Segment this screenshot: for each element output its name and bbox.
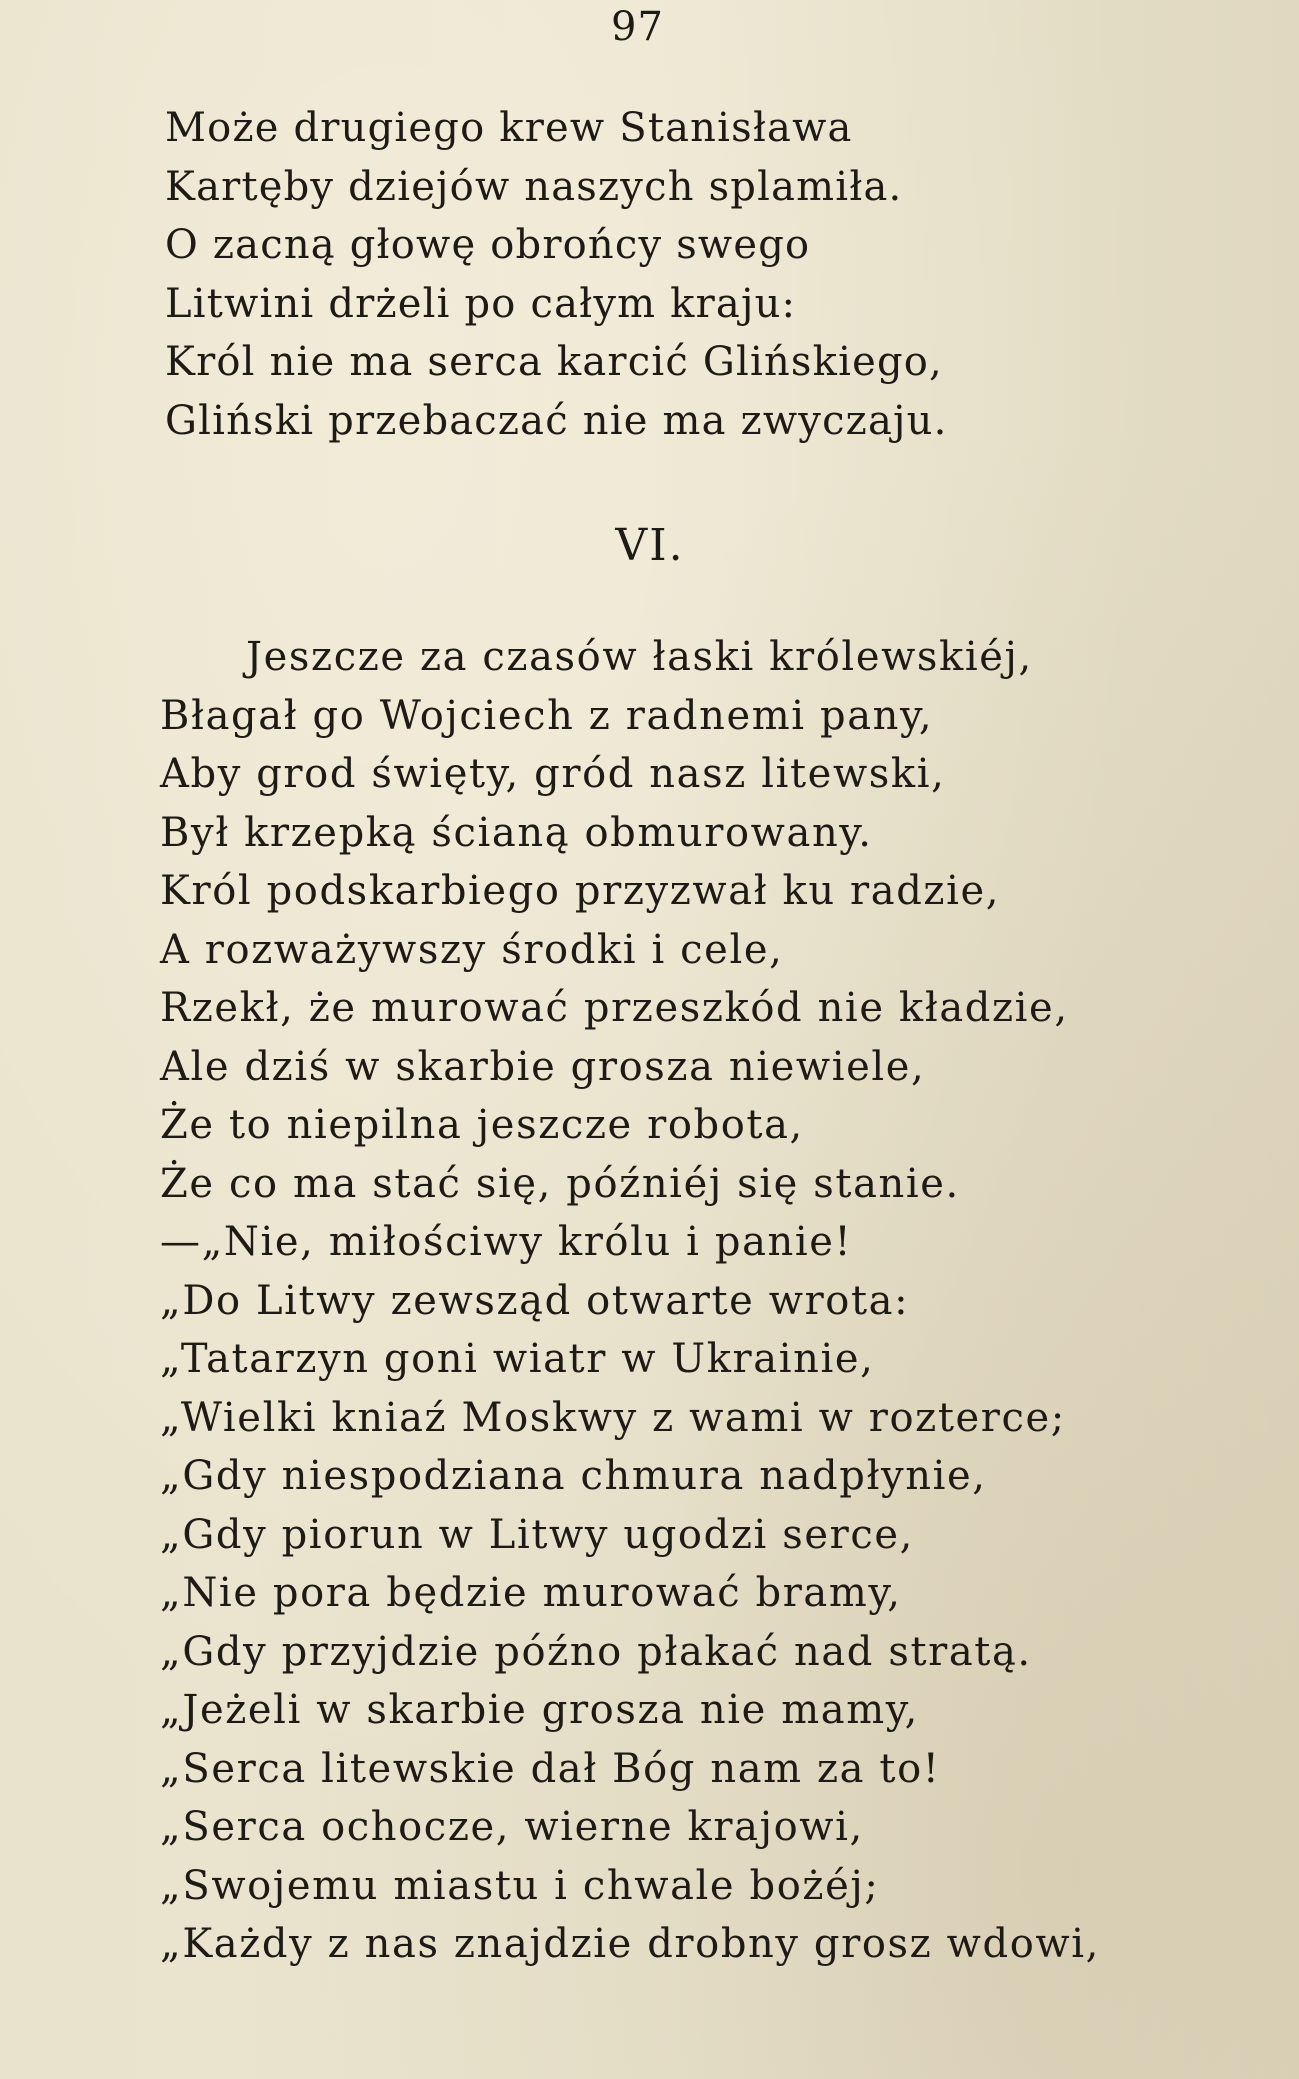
verse-line: Błagał go Wojciech z radnemi pany, <box>160 692 934 739</box>
verse-line: Król podskarbiego przyzwał ku radzie, <box>160 868 1001 914</box>
verse-line: Litwini drżeli po całym kraju: <box>165 280 797 327</box>
verse-line: „Każdy z nas znajdzie drobny grosz wdowi, <box>160 1921 1100 1967</box>
verse-line: Gliński przebaczać nie ma zwyczaju. <box>165 397 948 444</box>
verse-line: Był krzepką ścianą obmurowany. <box>160 809 873 856</box>
verse-line: „Gdy niespodziana chmura nadpłynie, <box>160 1453 987 1499</box>
verse-line: „Swojemu miastu i chwale bożéj; <box>160 1862 880 1909</box>
verse-line: „Wielki kniaź Moskwy z wami w rozterce; <box>160 1394 1066 1441</box>
verse-line: „Gdy piorun w Litwy ugodzi serce, <box>160 1511 914 1558</box>
verse-line: „Serca litewskie dał Bóg nam za to! <box>160 1745 941 1792</box>
section-heading: VI. <box>615 520 685 571</box>
stanza-main <box>160 628 1100 1974</box>
verse-line: Może drugiego krew Stanisława <box>165 105 853 151</box>
stanza-top <box>165 99 948 450</box>
verse-line: „Do Litwy zewsząd otwarte wrota: <box>160 1277 910 1324</box>
page-number: 97 <box>611 4 664 50</box>
verse-line: Że to niepilna jeszcze robota, <box>160 1102 804 1148</box>
verse-line: —„Nie, miłościwy królu i panie! <box>160 1219 853 1265</box>
verse-line: Rzekł, że murować przeszkód nie kładzie, <box>160 985 1069 1031</box>
verse-line: Aby grod święty, gród nasz litewski, <box>160 751 946 797</box>
verse-line: „Nie pora będzie murować bramy, <box>160 1570 902 1616</box>
verse-line: „Jeżeli w skarbie grosza nie mamy, <box>160 1687 919 1733</box>
verse-line: O zacną głowę obrońcy swego <box>165 222 811 268</box>
verse-line: Ale dziś w skarbie grosza niewiele, <box>160 1043 926 1090</box>
verse-line: Kartęby dziejów naszych splamiła. <box>165 163 903 210</box>
verse-line: „Serca ochocze, wierne krajowi, <box>160 1804 864 1850</box>
verse-line: A rozważywszy środki i cele, <box>160 926 784 973</box>
verse-line: Jeszcze za czasów łaski królewskiéj, <box>246 634 1033 680</box>
verse-line: Król nie ma serca karcić Glińskiego, <box>165 339 943 385</box>
verse-line: „Tatarzyn goni wiatr w Ukrainie, <box>160 1336 875 1382</box>
verse-line: „Gdy przyjdzie późno płakać nad stratą. <box>160 1628 1032 1675</box>
verse-line: Że co ma stać się, późniéj się stanie. <box>160 1160 960 1207</box>
